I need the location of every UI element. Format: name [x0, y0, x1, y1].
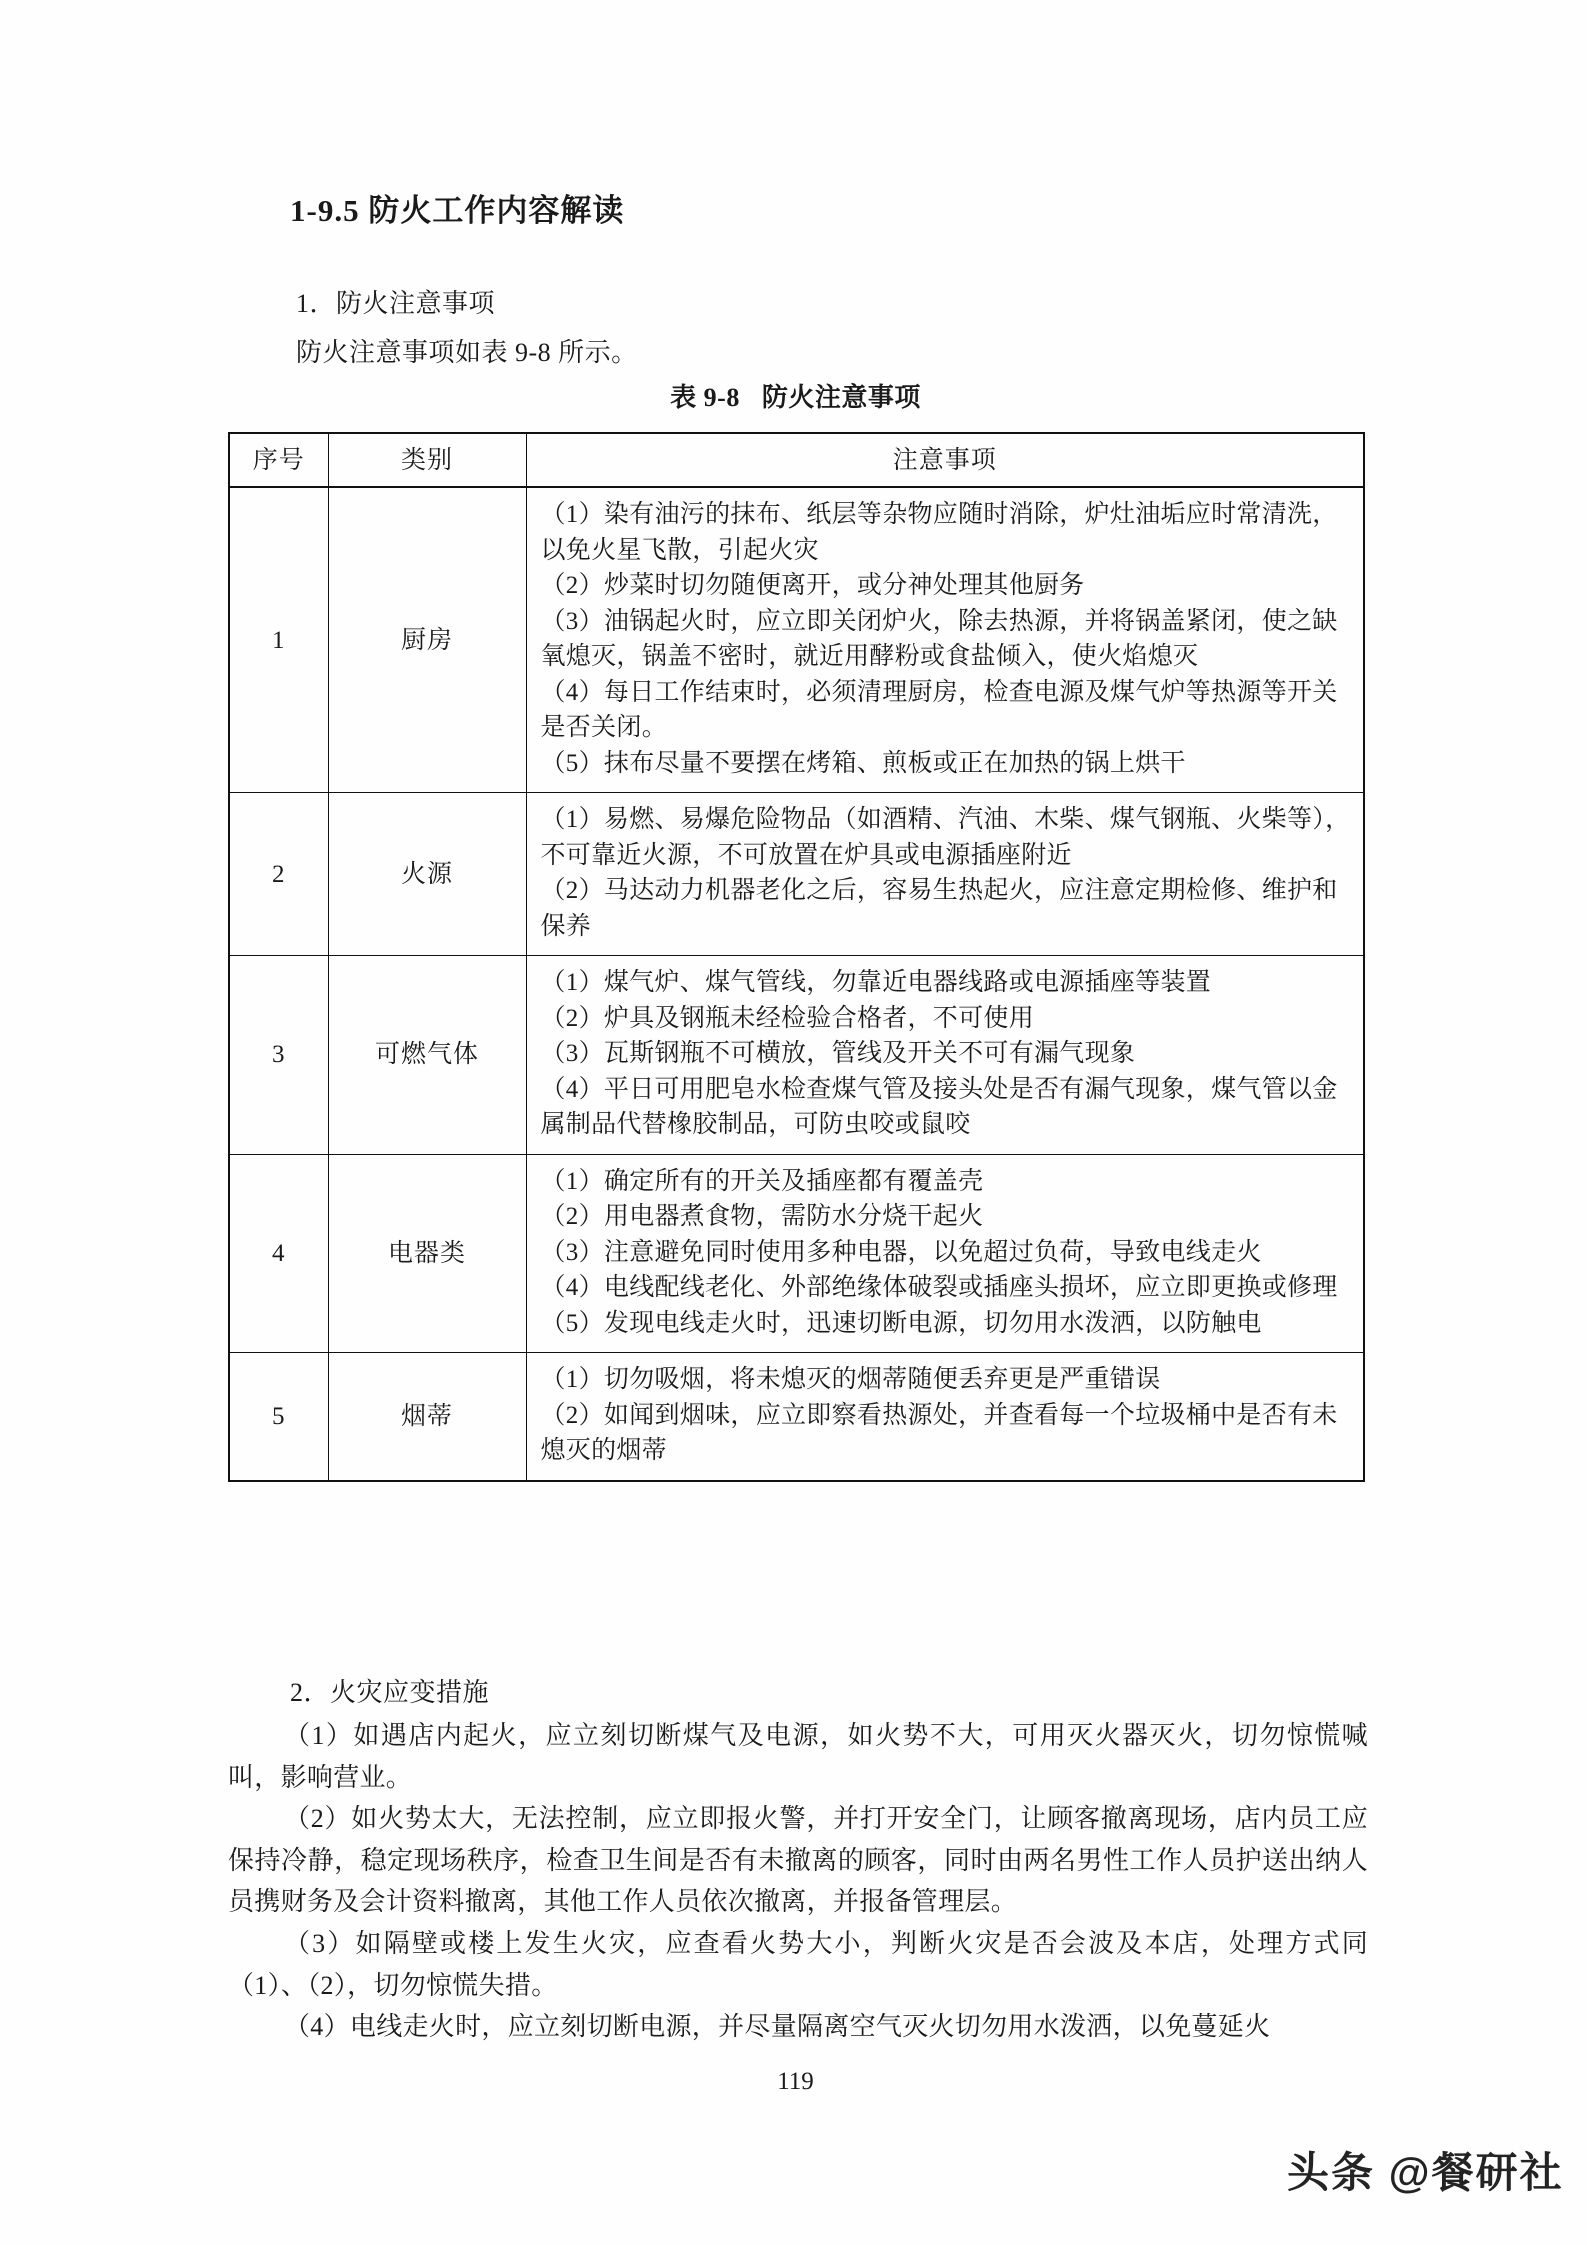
row-category-cell: 厨房 [328, 487, 526, 793]
table-row [229, 1353, 1364, 1481]
measure-paragraph: （1）如遇店内起火，应立刻切断煤气及电源，如火势不大，可用灭火器灭火，切勿惊慌喊叫，影响营业。 [228, 1721, 1368, 1792]
notice-item: （4）每日工作结束时，必须清理厨房，检查电源及煤气炉等热源等开关是否关闭。 [540, 678, 1338, 741]
row-notices-cell [526, 1353, 1364, 1481]
page-number: 119 [777, 2068, 814, 2095]
measure-paragraph: （4）电线走火时，应立刻切断电源，并尽量隔离空气灭火切勿用水泼洒，以免蔓延火 [284, 2012, 1271, 2042]
table-header-row [229, 433, 1364, 487]
table-row [229, 487, 1364, 793]
section-heading: 1-9.5 防火工作内容解读 [290, 193, 625, 228]
notice-item: （2）用电器煮食物，需防水分烧干起火 [540, 1203, 984, 1230]
notice-item: （2）炉具及钢瓶未经检验合格者，不可使用 [540, 1004, 1035, 1032]
column-header-notices: 注意事项 [526, 433, 1364, 487]
row-index-cell: 5 [229, 1353, 328, 1481]
row-index-cell: 1 [229, 487, 328, 793]
row-notices-cell [526, 956, 1364, 1155]
row-index-cell: 3 [229, 956, 328, 1155]
measures-heading: 2．火灾应变措施 [290, 1678, 490, 1707]
notice-item: （5）抹布尽量不要摆在烤箱、煎板或正在加热的锅上烘干 [540, 749, 1186, 777]
notice-item: （2）马达动力机器老化之后，容易生热起火，应注意定期检修、维护和保养 [540, 877, 1338, 940]
notice-item: （2）炒菜时切勿随便离开，或分神处理其他厨务 [540, 572, 1085, 599]
measure-paragraph: （3）如隔壁或楼上发生火灾，应查看火势大小，判断火灾是否会波及本店，处理方式同（1）、（2），切勿惊慌失措。 [228, 1928, 1368, 2000]
measure-paragraph: （2）如火势太大，无法控制，应立即报火警，并打开安全门，让顾客撤离现场，店内员工应保持冷静，稳定现场秩序，检查卫生间是否有未撤离的顾客，同时由两名男性工作人员护送出纳人员携财务及会计资料撤离，其他工作人员依次撤离，并报备管理层。 [228, 1804, 1368, 1917]
row-category-cell: 烟蒂 [328, 1353, 526, 1481]
row-index-cell: 2 [229, 793, 328, 956]
watermark: 头条 @餐研社 [1287, 2149, 1564, 2196]
table-head [229, 433, 1364, 487]
column-header-category: 类别 [328, 433, 526, 487]
fire-precautions-table [228, 432, 1365, 1482]
notice-item: （1）煤气炉、煤气管线，勿靠近电器线路或电源插座等装置 [540, 969, 1212, 996]
notice-item: （3）油锅起火时，应立即关闭炉火，除去热源，并将锅盖紧闭，使之缺氧熄灭，锅盖不密时，就近用酵粉或食盐倾入，使火焰熄灭 [540, 607, 1338, 670]
notice-item: （4）电线配线老化、外部绝缘体破裂或插座头损坏，应立即更换或修理 [540, 1274, 1338, 1301]
table-row [229, 793, 1364, 956]
measures-block [228, 1672, 1368, 2048]
notice-item: （4）平日可用肥皂水检查煤气管及接头处是否有漏气现象，煤气管以金属制品代替橡胶制品，可防虫咬或鼠咬 [540, 1075, 1338, 1138]
row-notices-cell [526, 793, 1364, 956]
notice-item: （3）瓦斯钢瓶不可横放，管线及开关不可有漏气现象 [540, 1040, 1136, 1067]
row-index-cell: 4 [229, 1154, 328, 1353]
notice-table-wrapper [228, 432, 1363, 1482]
measures-paragraphs [228, 1715, 1368, 2048]
row-notices-cell [526, 487, 1364, 793]
notice-item: （3）注意避免同时使用多种电器，以免超过负荷，导致电线走火 [540, 1238, 1262, 1266]
row-category-cell: 火源 [328, 793, 526, 956]
table-caption-label: 表 9-8 [670, 383, 740, 412]
notice-item: （1）易燃、易爆危险物品（如酒精、汽油、木柴、煤气钢瓶、火柴等），不可靠近火源，不可放置在炉具或电源插座附近 [540, 806, 1351, 869]
row-category-cell: 可燃气体 [328, 956, 526, 1155]
table-caption-title: 防火注意事项 [761, 383, 921, 412]
table-row [229, 1154, 1364, 1353]
row-category-cell: 电器类 [328, 1154, 526, 1353]
table-body [229, 487, 1364, 1481]
column-header-index: 序号 [229, 433, 328, 487]
notice-item: （1）染有油污的抹布、纸层等杂物应随时消除，炉灶油垢应时常清洗，以免火星飞散，引起火灾 [540, 501, 1338, 564]
notice-item: （5）发现电线走火时，迅速切断电源，切勿用水泼洒，以防触电 [540, 1309, 1262, 1337]
table-row [229, 956, 1364, 1155]
intro-item-number: 1．防火注意事项 [296, 289, 496, 318]
notice-item: （1）切勿吸烟，将未熄灭的烟蒂随便丢弃更是严重错误 [540, 1366, 1161, 1393]
notice-item: （2）如闻到烟味，应立即察看热源处，并查看每一个垃圾桶中是否有未熄灭的烟蒂 [540, 1401, 1338, 1464]
table-caption [228, 377, 1363, 414]
row-notices-cell [526, 1154, 1364, 1353]
intro-lead-in: 防火注意事项如表 9-8 所示。 [296, 338, 638, 367]
notice-item: （1）确定所有的开关及插座都有覆盖壳 [540, 1167, 984, 1195]
